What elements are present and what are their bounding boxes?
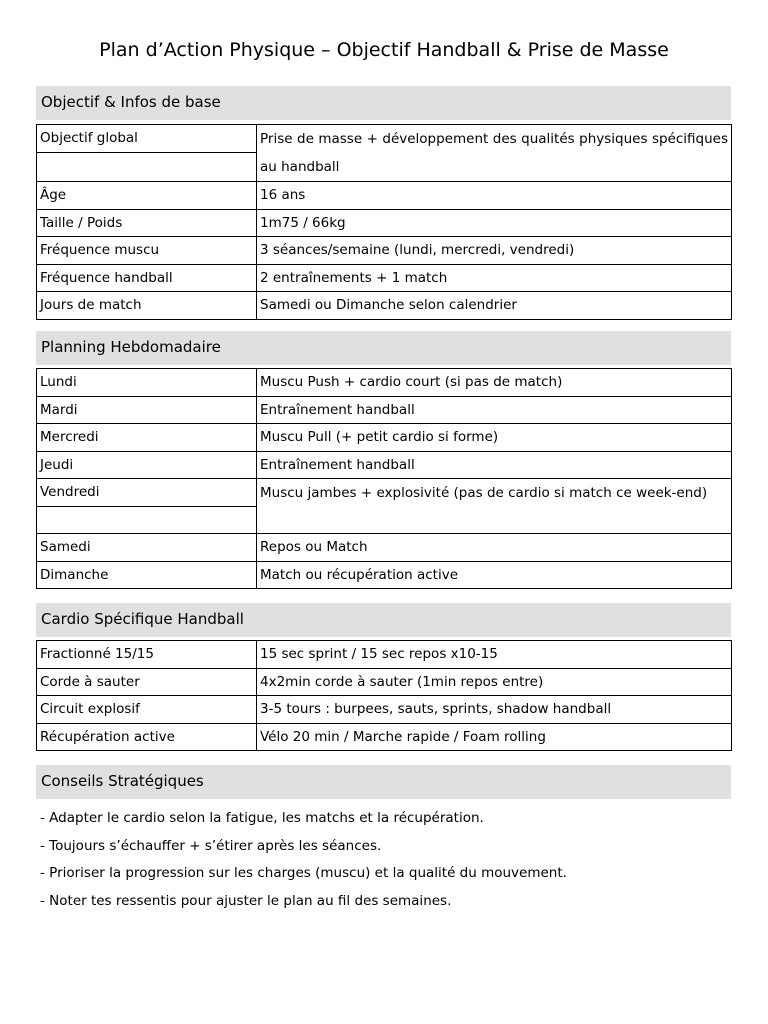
section-heading-cardio: Cardio Spécifique Handball [36,603,731,637]
table-row [37,209,732,237]
row-value: Muscu Pull (+ petit cardio si forme) [257,424,732,452]
table-row [37,396,732,424]
row-key: Fréquence muscu [37,237,257,265]
table-row [37,369,732,397]
row-key: Âge [37,182,257,210]
table-row [37,641,732,669]
section-heading-planning: Planning Hebdomadaire [36,331,731,365]
row-value: Samedi ou Dimanche selon calendrier [257,292,732,320]
row-value: Vélo 20 min / Marche rapide / Foam rolling [257,723,732,751]
row-value: 15 sec sprint / 15 sec repos x10-15 [257,641,732,669]
row-value: 3 séances/semaine (lundi, mercredi, vendredi) [257,237,732,265]
row-value: 3-5 tours : burpees, sauts, sprints, shadow handball [257,696,732,724]
row-value: 4x2min corde à sauter (1min repos entre) [257,668,732,696]
row-key: Circuit explosif [37,696,257,724]
table-row [37,668,732,696]
table-base [36,124,732,320]
row-key: Lundi [37,369,257,397]
row-key: Corde à sauter [37,668,257,696]
row-value: Match ou récupération active [257,561,732,589]
table-row [37,182,732,210]
table-planning [36,368,732,589]
table-row [37,292,732,320]
row-value: 16 ans [257,182,732,210]
table-row [37,561,732,589]
row-key: Mardi [37,396,257,424]
row-key: Fractionné 15/15 [37,641,257,669]
table-row [37,534,732,562]
row-key: Jeudi [37,451,257,479]
row-key: Vendredi [37,479,257,534]
row-key: Fréquence handball [37,264,257,292]
table-row [37,451,732,479]
row-value: Muscu jambes + explosivité (pas de cardio si match ce week-end) [257,479,732,534]
row-key: Jours de match [37,292,257,320]
row-key: Taille / Poids [37,209,257,237]
row-key: Samedi [37,534,257,562]
row-value: Repos ou Match [257,534,732,562]
row-value: Prise de masse + développement des qualités physiques spécifiques au handball [257,125,732,182]
table-row [37,264,732,292]
row-value: Entraînement handball [257,396,732,424]
row-key: Dimanche [37,561,257,589]
section-heading-base: Objectif & Infos de base [36,86,731,120]
tips-list [40,805,730,915]
row-key: Mercredi [37,424,257,452]
table-row [37,125,732,182]
row-value: 1m75 / 66kg [257,209,732,237]
row-value: Muscu Push + cardio court (si pas de match) [257,369,732,397]
table-row [37,479,732,534]
list-item: - Toujours s’échauffer + s’étirer après les séances. [40,837,382,854]
row-value: 2 entraînements + 1 match [257,264,732,292]
row-value: Entraînement handball [257,451,732,479]
section-heading-conseils: Conseils Stratégiques [36,765,731,799]
table-cardio [36,640,732,751]
row-key: Objectif global [37,125,257,182]
table-row [37,424,732,452]
table-row [37,237,732,265]
list-item: - Adapter le cardio selon la fatigue, les matchs et la récupération. [40,810,484,826]
list-item: - Prioriser la progression sur les charges (muscu) et la qualité du mouvement. [40,865,567,882]
list-item: - Noter tes ressentis pour ajuster le plan au fil des semaines. [40,892,452,909]
document-title: Plan d’Action Physique – Objectif Handball & Prise de Masse [99,39,669,61]
table-row [37,696,732,724]
table-row [37,723,732,751]
row-key: Récupération active [37,723,257,751]
